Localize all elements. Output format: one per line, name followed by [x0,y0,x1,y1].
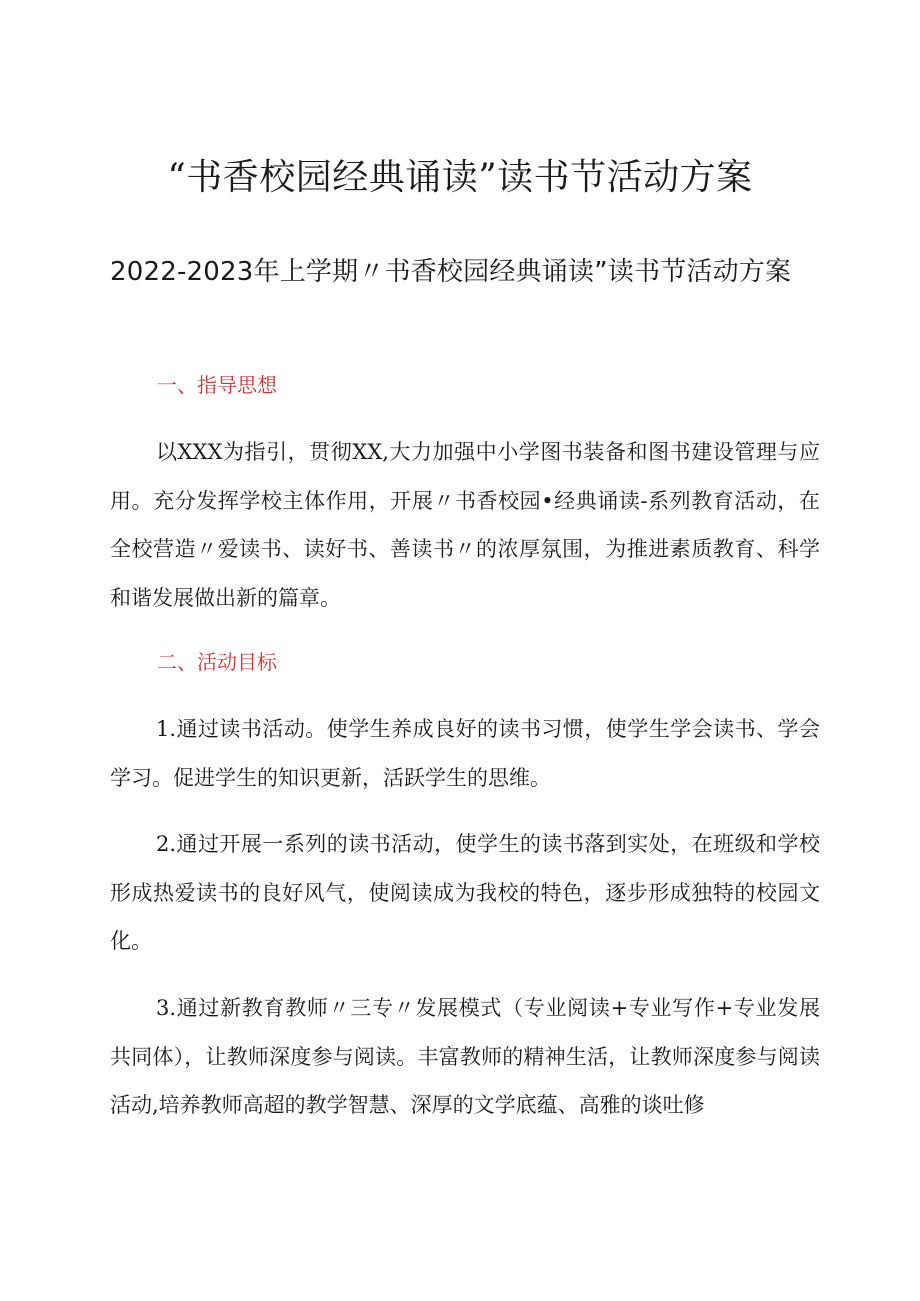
section-heading-guiding-ideology: 一、指导思想 [157,373,277,397]
section-heading-activity-goals: 二、活动目标 [157,650,277,674]
paragraph-goal-3: 3.通过新教育教师〃三专〃发展模式（专业阅读+专业写作+专业发展共同体），让教师深度参与阅读。丰富教师的精神生活，让教师深度参与阅读活动,培养教师高超的教学智慧、深厚的文学底蕴、高雅的谈吐修 [110,996,820,1117]
paragraph-guiding-ideology: 以XXX为指引，贯彻XX,大力加强中小学图书装备和图书建设管理与应用。充分发挥学校主体作用，开展〃书香校园•经典诵读-系列教育活动，在全校营造〃爱读书、读好书、善读书〃的浓厚氛围，为推进素质教育、科学和谐发展做出新的篇章。 [110,440,820,610]
paragraph-goal-1: 1.通过读书活动。使学生养成良好的读书习惯，使学生学会读书、学会学习。促进学生的知识更新，活跃学生的思维。 [110,717,820,790]
document-title: “书香校园经典诵读”读书节活动方案 [167,157,753,198]
document-subtitle: 2022-2023年上学期〃书香校园经典诵读”读书节活动方案 [110,257,792,287]
paragraph-goal-2: 2.通过开展一系列的读书活动，使学生的读书落到实处，在班级和学校形成热爱读书的良好风气，使阅读成为我校的特色，逐步形成独特的校园文化。 [110,832,820,953]
